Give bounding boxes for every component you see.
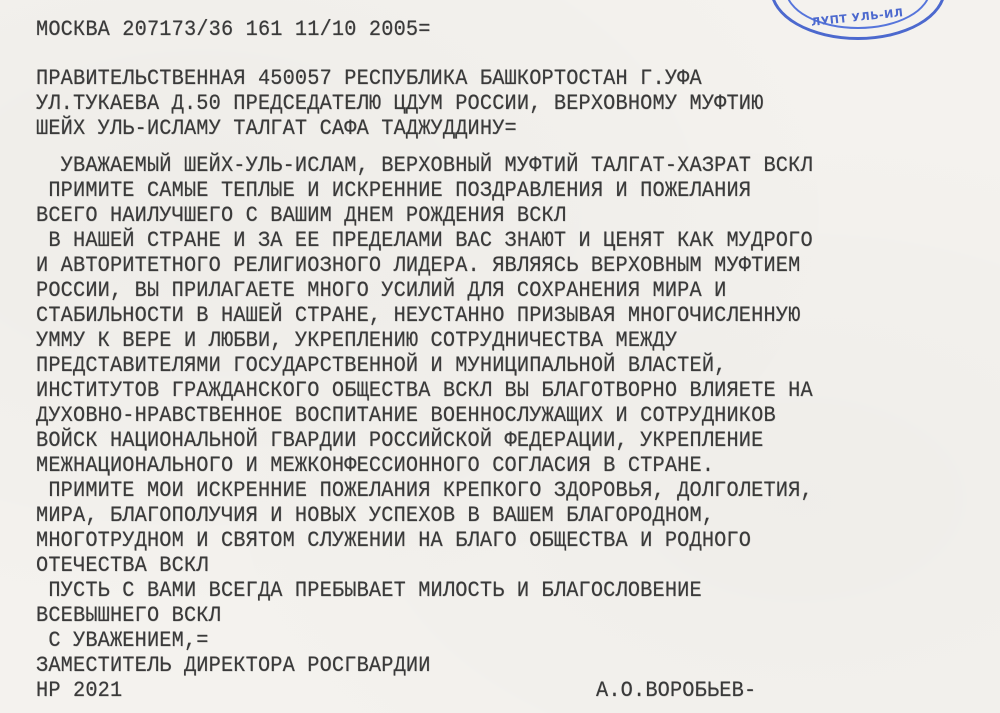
closing-line: С УВАЖЕНИЕМ,= — [36, 628, 209, 653]
body-line: ОТЕЧЕСТВА ВСКЛ — [36, 553, 209, 578]
body-line: ВОЙСК НАЦИОНАЛЬНОЙ ГВАРДИИ РОССИЙСКОЙ ФЕДЕРАЦИИ, УКРЕПЛЕНИЕ — [36, 428, 764, 453]
body-line: ПРЕДСТАВИТЕЛЯМИ ГОСУДАРСТВЕННОЙ И МУНИЦИПАЛЬНОЙ ВЛАСТЕЙ, — [36, 353, 727, 378]
body-line: ВСЕВЫШНЕГО ВСКЛ — [36, 603, 221, 628]
address-line: ПРАВИТЕЛЬСТВЕННАЯ 450057 РЕСПУБЛИКА БАШКОРТОСТАН Г.УФА — [36, 66, 702, 91]
body-line: ВСЕГО НАИЛУЧШЕГО С ВАШИМ ДНЕМ РОЖДЕНИЯ ВСКЛ — [36, 203, 567, 228]
body-line: РОССИИ, ВЫ ПРИЛАГАЕТЕ МНОГО УСИЛИЙ ДЛЯ СОХРАНЕНИЯ МИРА И — [36, 278, 727, 303]
signatory-name: А.О.ВОРОБЬЕВ- — [596, 678, 757, 703]
body-line: ПУСТЬ С ВАМИ ВСЕГДА ПРЕБЫВАЕТ МИЛОСТЬ И БЛАГОСЛОВЕНИЕ — [36, 578, 702, 603]
body-line: ПРИМИТЕ МОИ ИСКРЕННИЕ ПОЖЕЛАНИЯ КРЕПКОГО ЗДОРОВЬЯ, ДОЛГОЛЕТИЯ, — [36, 478, 813, 503]
stamp-text: ЛУПТ УЛЬ-ИЛ — [810, 6, 905, 29]
telegram-header-line: МОСКВА 207173/36 161 11/10 2005= — [36, 17, 431, 42]
body-line: И АВТОРИТЕТНОГО РЕЛИГИОЗНОГО ЛИДЕРА. ЯВЛЯЯСЬ ВЕРХОВНЫМ МУФТИЕМ — [36, 253, 801, 278]
body-line: МЕЖНАЦИОНАЛЬНОГО И МЕЖКОНФЕССИОННОГО СОГЛАСИЯ В СТРАНЕ. — [36, 453, 715, 478]
address-line: УЛ.ТУКАЕВА Д.50 ПРЕДСЕДАТЕЛЮ ЦДУМ РОССИИ, ВЕРХОВНОМУ МУФТИЮ — [36, 91, 764, 116]
body-line: ПРИМИТЕ САМЫЕ ТЕПЛЫЕ И ИСКРЕННИЕ ПОЗДРАВЛЕНИЯ И ПОЖЕЛАНИЯ — [36, 178, 752, 203]
body-line: ИНСТИТУТОВ ГРАЖДАНСКОГО ОБЩЕСТВА ВСКЛ ВЫ БЛАГОТВОРНО ВЛИЯЕТЕ НА — [36, 378, 813, 403]
document-number: НР 2021 — [36, 678, 123, 703]
postal-stamp — [770, 0, 946, 40]
body-line: ДУХОВНО-НРАВСТВЕННОЕ ВОСПИТАНИЕ ВОЕННОСЛУЖАЩИХ И СОТРУДНИКОВ — [36, 403, 776, 428]
body-line: УММУ К ВЕРЕ И ЛЮБВИ, УКРЕПЛЕНИЮ СОТРУДНИЧЕСТВА МЕЖДУ — [36, 328, 678, 353]
address-line: ШЕЙХ УЛЬ-ИСЛАМУ ТАЛГАТ САФА ТАДЖУДДИНУ= — [36, 116, 517, 141]
signatory-position: ЗАМЕСТИТЕЛЬ ДИРЕКТОРА РОСГВАРДИИ — [36, 653, 431, 678]
body-line: В НАШЕЙ СТРАНЕ И ЗА ЕЕ ПРЕДЕЛАМИ ВАС ЗНАЮТ И ЦЕНЯТ КАК МУДРОГО — [36, 228, 813, 253]
body-line: МИРА, БЛАГОПОЛУЧИЯ И НОВЫХ УСПЕХОВ В ВАШЕМ БЛАГОРОДНОМ, — [36, 503, 715, 528]
body-line: СТАБИЛЬНОСТИ В НАШЕЙ СТРАНЕ, НЕУСТАННО ПРИЗЫВАЯ МНОГОЧИСЛЕННУЮ — [36, 303, 801, 328]
body-line: МНОГОТРУДНОМ И СВЯТОМ СЛУЖЕНИИ НА БЛАГО ОБЩЕСТВА И РОДНОГО — [36, 528, 752, 553]
body-line: УВАЖАЕМЫЙ ШЕЙХ-УЛЬ-ИСЛАМ, ВЕРХОВНЫЙ МУФТИЙ ТАЛГАТ-ХАЗРАТ ВСКЛ — [36, 153, 813, 178]
